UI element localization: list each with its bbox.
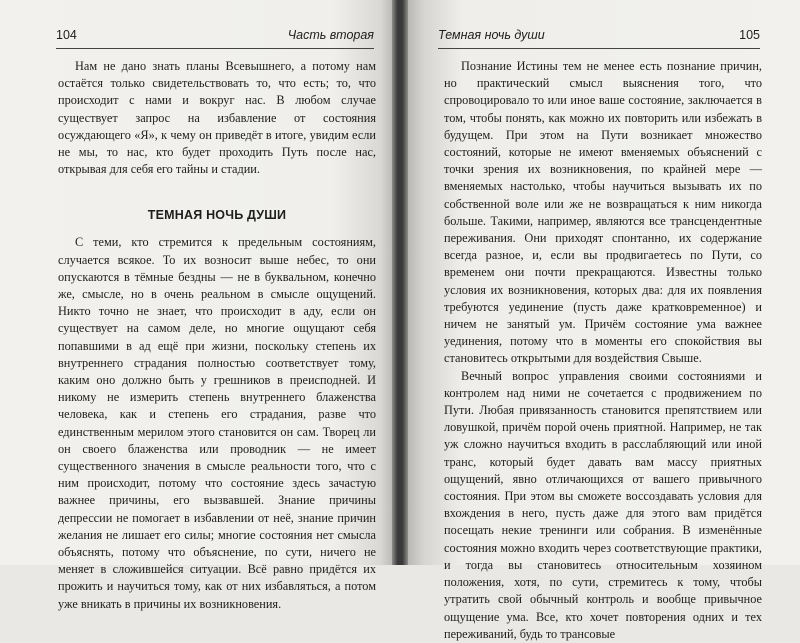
book-gutter (392, 0, 408, 565)
running-title: Темная ночь души (438, 28, 545, 42)
right-page-body (444, 58, 762, 643)
left-page-header (56, 28, 374, 49)
left-page (0, 0, 392, 611)
right-page (408, 0, 800, 641)
page-number: 105 (739, 28, 760, 42)
page-number: 104 (56, 28, 77, 42)
paragraph: С теми, кто стремится к предельным состояниям, случается всякое. То их возносит выше небес, то они опускаются в тёмные бездны — не в буквальном, конечно же, смысле, но в очень реальном в смысле ощущений. Никто точно не знает, что происходит в аду, если он существует на самом деле, но многие ощущают себя попавшими в ад ещё при жизни, поскольку степень их внутреннего страдания полностью соответствует тому, каким оно должно быть у грешников в преисподней. И никому не измерить степень внутреннего блаженства человека, как и степень его страдания, разве что единственным мерилом этого становится он сам. Творец ли он своего блаженства или проводник — не имеет существенного значения в смысле реальности того, что с ним происходит, потому что состояние здесь зачастую важнее причины, его вызвавшей. Знание причины депрессии не помогает в избавлении от неё, знание причин желания не лишает его силы; многие состояния нет смысла объяснять, потому что объяснение, по сути, ничего не меняет в сложившейся ситуации. Всё равно придётся их прожить и научиться тому, как от них избавляться, а потом уже вникать в причины их возникновения. (58, 235, 376, 611)
paragraph: Познание Истины тем не менее есть познание причин, но практический смысл выяснения того, что спровоцировало то или иное ваше состояние, заключается в том, чтобы понять, как можно их повторить или избежать в будущем. При этом на Пути возникает множество состояний, которые не имеют вменяемых объяснений с точки зрения их возникновения, по крайней мере — вменяемых настолько, чтобы научиться вызывать их по собственной воле или же не возвращаться к ним никогда больше. Такими, например, являются все трансцендентные переживания. Они приходят спонтанно, их содержание всегда разное, и, если вы продвигаетесь по Пути, со временем они почти прекращаются. Известны только условия их возникновения, которых два: для их появления требуются уединение (пусть даже кратковременное) и ничем не занятый ум. Причём состояние ума важнее уединения, потому что в моменты его спокойствия вы становитесь открытыми для воздействия Свыше. (444, 59, 762, 366)
paragraph: Вечный вопрос управления своими состояниями и контролем над ними не сочетается с продвижением по Пути. Любая привязанность становится препятствием или ловушкой, причём порой очень приятной. Например, не так уж сложно научиться входить в расслабляющий или иной транс, который будет давать вам массу приятных ощущений, явно отличающихся от вашего привычного состояния. При этом вы сможете воссоздавать условия для вхождения в него, пусть даже для этого вам придётся посещать некие тренинги или собрания. В изменённые состояния можно входить через соответствующие практики, и тогда вы становитесь относительным хозяином положения, хотя, по сути, стремитесь к тому, чтобы утратить свой обычный контроль и вообще привычное ощущение ума. Все, кто хочет повторения одних и тех переживаний, будь то трансовые (444, 368, 762, 641)
paragraph: Нам не дано знать планы Всевышнего, а потому нам остаётся только свидетельствовать то, что есть; то, что происходит с нами и вокруг нас. В любом случае существует запрос на избавление от состояния осуждающего «Я», к чему он приведёт в итоге, увидим если не мы, то нас, кто будет проходить Путь после нас, открывая для себя его тайны и стадии. (58, 59, 376, 177)
left-page-body (58, 58, 376, 613)
spacer (58, 178, 376, 204)
running-title: Часть вторая (287, 28, 374, 42)
right-page-header (438, 28, 760, 49)
section-heading: ТЕМНАЯ НОЧЬ ДУШИ (147, 208, 287, 223)
